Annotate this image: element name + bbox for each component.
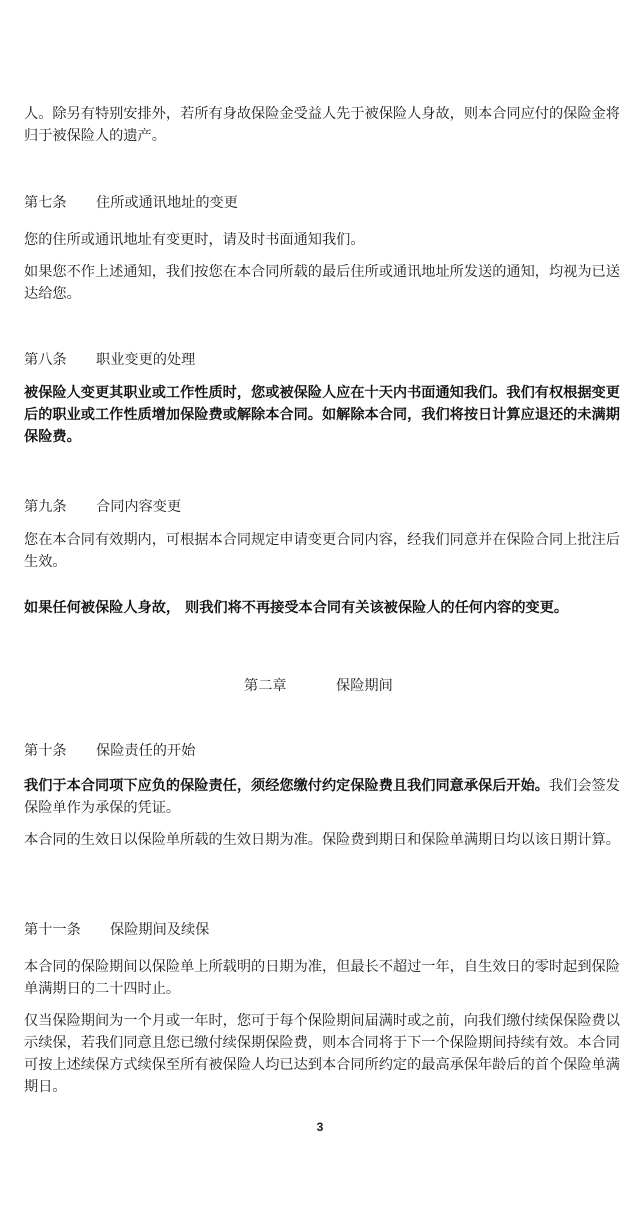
article-10-regular-text: 我们会签发保险单作为承保的凭证。 — [24, 778, 620, 816]
article-7-heading — [24, 193, 238, 213]
article-7-paragraph-2: 如果您不作上述通知，我们按您在本合同所载的最后住所或通讯地址所发送的通知，均视为已送达给您。 — [24, 264, 620, 302]
article-11-title: 保险期间及续保 — [110, 922, 210, 938]
article-8-title: 职业变更的处理 — [96, 352, 196, 368]
article-10-title: 保险责任的开始 — [96, 743, 196, 759]
article-9-title: 合同内容变更 — [96, 499, 182, 515]
article-10-paragraph-2: 本合同的生效日以保险单所载的生效日期为准。保险费到期日和保险单满期日均以该日期计算。 — [24, 832, 620, 848]
chapter-2-title: 保险期间 — [336, 678, 393, 694]
intro-paragraph: 人。除另有特别安排外，若所有身故保险金受益人先于被保险人身故，则本合同应付的保险金将归于被保险人的遗产。 — [24, 106, 620, 144]
article-9-heading — [24, 497, 181, 517]
article-10-bold-text: 我们于本合同项下应负的保险责任，须经您缴付约定保险费且我们同意承保后开始。 — [24, 778, 549, 794]
article-8-paragraph-1: 被保险人变更其职业或工作性质时，您或被保险人应在十天内书面通知我们。我们有权根据变更后的职业或工作性质增加保险费或解除本合同。如解除本合同，我们将按日计算应退还的未满期保险费。 — [24, 385, 620, 445]
article-9-paragraph-1: 您在本合同有效期内，可根据本合同规定申请变更合同内容，经我们同意并在保险合同上批注后生效。 — [24, 532, 620, 570]
article-7-title: 住所或通讯地址的变更 — [96, 195, 238, 211]
article-10-paragraph-1 — [24, 775, 622, 819]
article-8-heading — [24, 350, 195, 370]
article-11-paragraph-1: 本合同的保险期间以保险单上所载明的日期为准，但最长不超过一年，自生效日的零时起到保险单满期日的二十四时止。 — [24, 959, 620, 997]
article-10-number: 第十条 — [24, 743, 67, 759]
article-11-number: 第十一条 — [24, 922, 81, 938]
article-10-heading — [24, 741, 195, 761]
article-11-heading — [24, 920, 209, 940]
article-9-number: 第九条 — [24, 499, 67, 515]
article-7-paragraph-1: 您的住所或通讯地址有变更时，请及时书面通知我们。 — [24, 232, 365, 248]
article-7-number: 第七条 — [24, 195, 67, 211]
article-8-number: 第八条 — [24, 352, 67, 368]
article-9-paragraph-2: 如果任何被保险人身故， 则我们将不再接受本合同有关该被保险人的任何内容的变更。 — [24, 600, 569, 616]
article-11-paragraph-2: 仅当保险期间为一个月或一年时，您可于每个保险期间届满时或之前，向我们缴付续保保险费以示续保，若我们同意且您已缴付续保期保险费，则本合同将于下一个保险期间持续有效。本合同可按上述续保方式续保至所有被保险人均已达到本合同所约定的最高承保年龄后的首个保险单满期日。 — [24, 1013, 620, 1095]
chapter-2-number: 第二章 — [244, 678, 287, 694]
page-number: 3 — [316, 1120, 324, 1134]
